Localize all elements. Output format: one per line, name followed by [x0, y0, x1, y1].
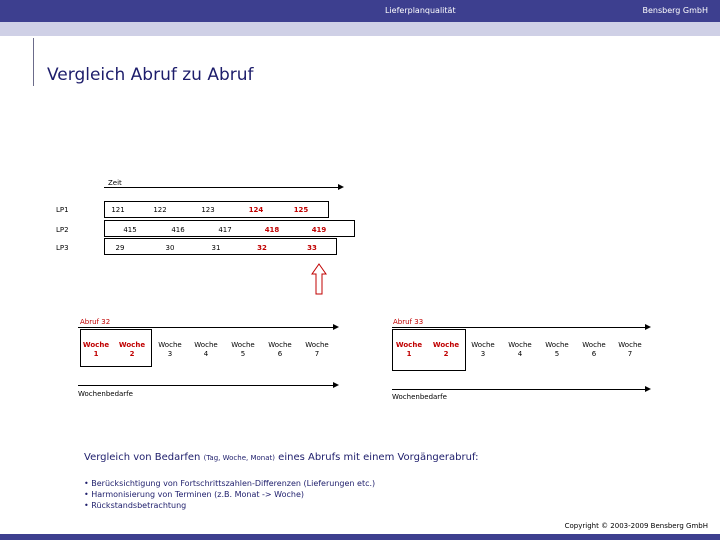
abruf-left-top-arrow-icon [333, 324, 339, 330]
subtitle-part-1: Vergleich von Bedarfen [84, 452, 201, 463]
timeline-arrow-line [104, 187, 340, 188]
subtitle-part-3: eines Abrufs mit einem Vorgängerabruf: [278, 452, 479, 463]
lp1-value-1: 121 [111, 206, 125, 214]
abruf-left-week-6: Woche 6 [268, 341, 292, 358]
lp1-label: LP1 [56, 206, 69, 214]
bullet-item: • Berücksichtigung von Fortschrittszahlen-Differenzen (Lieferungen etc.) [84, 479, 376, 488]
abruf-right-label: Abruf 33 [393, 318, 424, 326]
abruf-left-week-2: Woche 2 [118, 341, 146, 358]
abruf-right-week-2: Woche 2 [432, 341, 460, 358]
abruf-right-week-4: Woche 4 [508, 341, 532, 358]
header-bar [0, 0, 720, 22]
abruf-right-week-5: Woche 5 [545, 341, 569, 358]
timeline-label: Zeit [108, 179, 122, 187]
abruf-left-label: Abruf 32 [80, 318, 111, 326]
header-right-text: Bensberg GmbH [642, 6, 708, 15]
up-arrow-icon [311, 263, 327, 295]
abruf-left-week-5: Woche 5 [231, 341, 255, 358]
abruf-left-bottom-line [78, 385, 334, 386]
bullet-item: • Rückstandsbetrachtung [84, 501, 187, 510]
abruf-right-top-line [392, 327, 646, 328]
abruf-right-week-3: Woche 3 [471, 341, 495, 358]
lp3-value-3: 31 [211, 244, 221, 252]
abruf-right-bottom-line [392, 389, 646, 390]
abruf-right-week-1: Woche 1 [395, 341, 423, 358]
abruf-right-week-6: Woche 6 [582, 341, 606, 358]
header-center-text: Lieferplanqualität [385, 6, 456, 15]
lp3-label: LP3 [56, 244, 69, 252]
timeline-arrow-head-icon [338, 184, 344, 190]
abruf-left-week-1: Woche 1 [82, 341, 110, 358]
lp1-value-4: 124 [248, 206, 264, 214]
lp1-value-3: 123 [201, 206, 215, 214]
abruf-right-week-7: Woche 7 [618, 341, 642, 358]
bullet-list [84, 478, 375, 511]
lp1-value-2: 122 [153, 206, 167, 214]
lp2-value-4: 418 [264, 226, 280, 234]
footer-bar [0, 534, 720, 540]
lp3-value-1: 29 [115, 244, 125, 252]
abruf-left-top-line [78, 327, 334, 328]
abruf-left-week-7: Woche 7 [305, 341, 329, 358]
lp3-value-5: 33 [307, 244, 317, 252]
copyright-text: Copyright © 2003-2009 Bensberg GmbH [564, 522, 708, 530]
lp3-value-4: 32 [257, 244, 267, 252]
lp3-value-2: 30 [165, 244, 175, 252]
header-stripe [0, 22, 720, 36]
abruf-right-top-arrow-icon [645, 324, 651, 330]
abruf-right-bottom-arrow-icon [645, 386, 651, 392]
lp1-value-5: 125 [293, 206, 309, 214]
bullet-item: • Harmonisierung von Terminen (z.B. Monat -> Woche) [84, 490, 304, 499]
lp2-value-1: 415 [123, 226, 137, 234]
lp2-value-3: 417 [218, 226, 232, 234]
lp2-value-5: 419 [311, 226, 327, 234]
comparison-subtitle [84, 452, 479, 463]
subtitle-part-2: (Tag, Woche, Monat) [203, 454, 275, 462]
abruf-left-week-4: Woche 4 [194, 341, 218, 358]
abruf-right-bottom-label: Wochenbedarfe [392, 393, 447, 401]
title-divider [33, 38, 34, 86]
abruf-left-bottom-label: Wochenbedarfe [78, 390, 133, 398]
lp2-value-2: 416 [171, 226, 185, 234]
lp2-label: LP2 [56, 226, 69, 234]
slide-title: Vergleich Abruf zu Abruf [47, 65, 254, 85]
abruf-left-bottom-arrow-icon [333, 382, 339, 388]
abruf-left-week-3: Woche 3 [158, 341, 182, 358]
